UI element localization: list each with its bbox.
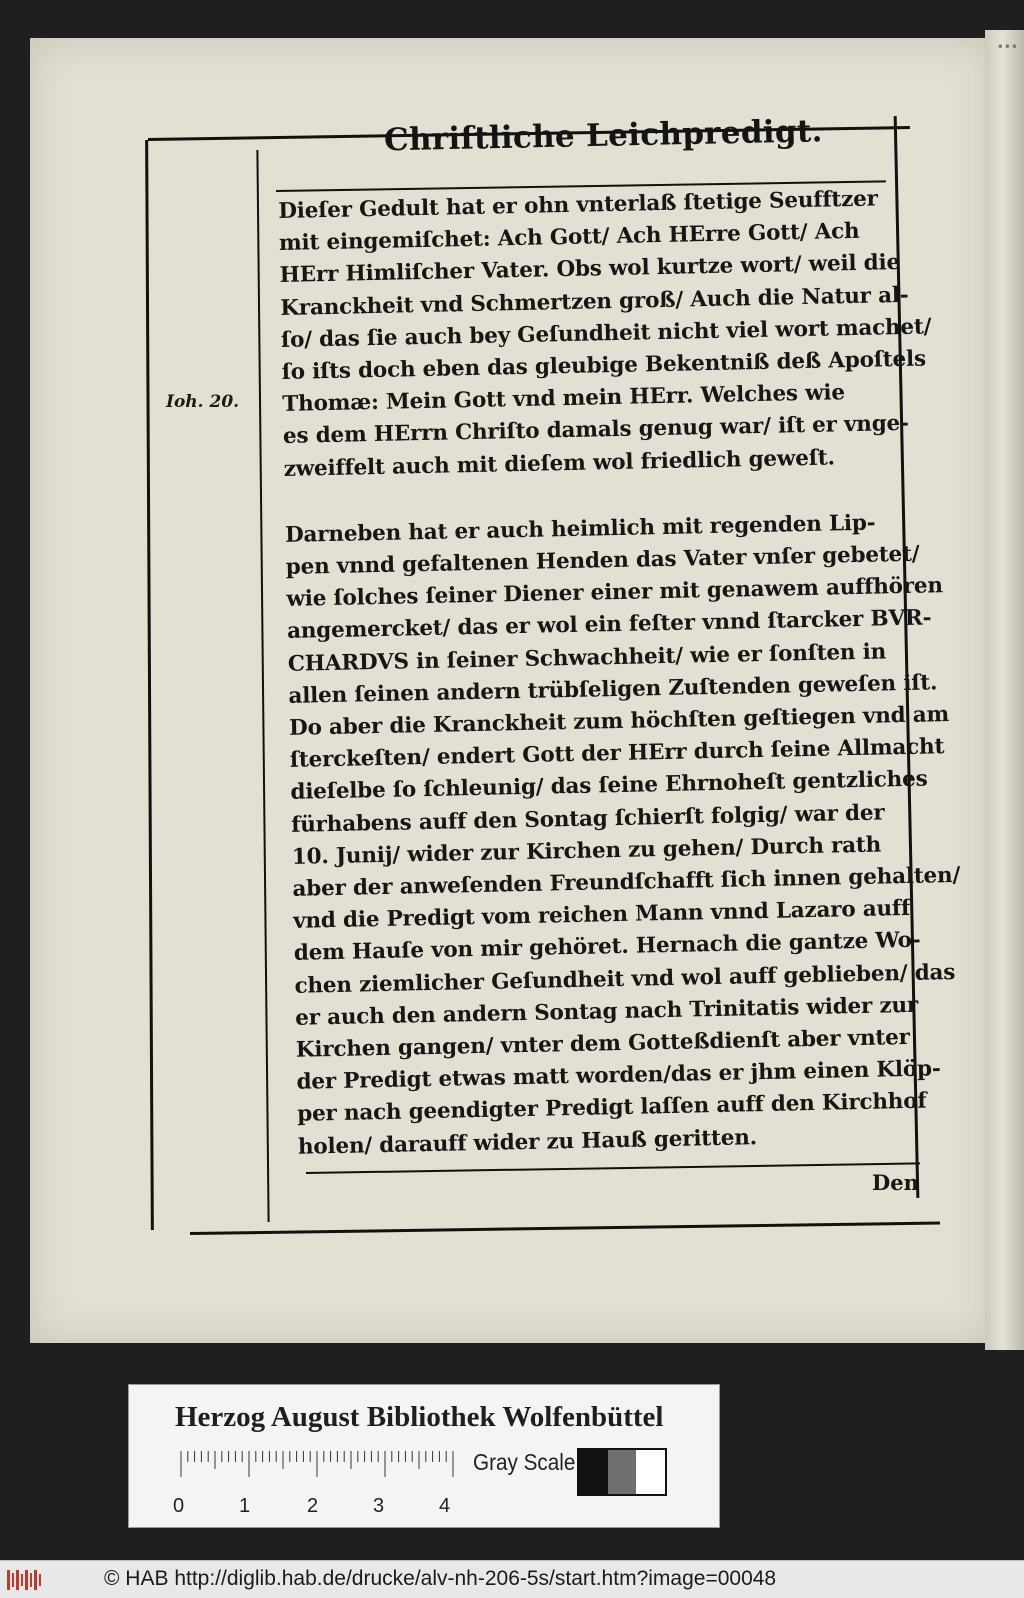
text-line: ſo iſts doch eben das gleubige Bekentniß deß Apoſtels [281,346,927,385]
text-line: ſterckeſten/ endert Gott der HErr durch ſeine Allmacht [289,734,945,774]
ruler-number: 0 [173,1495,185,1517]
text-line: 10. Junij/ wider zur Kirchen zu gehen/ Durch rath [291,832,882,870]
text-line: chen ziemlicher Geſundheit vnd wol auff geblieben/ das [294,959,956,999]
text-line: Kranckheit vnd Schmertzen groß/ Auch die Natur al- [280,282,909,321]
text-line: ſo/ das ſie auch bey Geſundheit nicht viel wort machet/ [280,314,932,353]
text-line: fürhabens auff den Sontag ſchierſt folgig/ war der [290,800,885,838]
text-line: er auch den andern Sontag nach Trinitatis wider zur [294,992,919,1031]
ruler-number: 3 [373,1495,385,1517]
text-line: aber der anweſenden Freundſchafft ſich innen gehalten/ [292,862,961,902]
text-line: CHARDVS in ſeiner Schwachheit/ wie er ſonſten in [287,639,887,677]
text-line: vnd die Predigt vom reichen Mann vnnd Lazaro auff [292,896,911,935]
swatch-black [579,1450,608,1494]
swatch-gray [608,1450,637,1494]
margin-note: Ioh. 20. [166,392,240,412]
running-title: Chriſtliche Leichpredigt. [383,113,823,159]
text-line: angemercket/ das er wol ein feſter vnnd ſtarcker BVR- [286,605,932,645]
text-line: mit eingemiſchet: Ach Gott/ Ach HErre Gott/ Ach [278,219,860,257]
ruler-number: 4 [439,1495,451,1517]
footer-bar [0,1560,1024,1598]
text-line: Kirchen gangen/ vnter dem Gotteßdienſt aber vnter [295,1025,910,1063]
ruler-number: 1 [239,1495,251,1517]
text-line: dieſelbe ſo ſchleunig/ das ſeine Ehrnoheſt gentzliches [290,766,928,806]
catchword: Den [872,1170,919,1195]
more-dots-icon: ••• [996,40,1018,54]
next-page-edge [985,30,1024,1350]
text-line: wie ſolches ſeiner Diener einer mit genawem auffhören [286,573,944,613]
hab-logo-icon [6,1568,46,1592]
body-text [278,183,961,1164]
text-line: Darneben hat er auch heimlich mit regenden Lip- [284,510,876,548]
text-line: HErr Himliſcher Vater. Obs wol kurtze wort/ weil die [279,250,901,289]
text-line: holen/ darauff wider zu Hauß geritten. [297,1124,758,1160]
text-line: allen ſeinen andern trübſeligen Zuſtenden geweſen iſt. [288,670,938,709]
ruler-scale [179,1451,465,1477]
text-line: der Predigt etwas matt worden/das er jhm einen Klöp- [296,1056,941,1096]
text-line: zweiffelt auch mit dieſem wol friedlich geweſt. [283,445,836,482]
text-line: Do aber die Kranckheit zum höchſten geſtiegen vnd am [288,702,950,741]
gray-scale-label: Gray Scale [473,1449,576,1475]
ruler-number: 2 [307,1495,319,1517]
text-line: es dem HErrn Chriſto damals genug war/ iſt er vnge- [282,411,909,450]
text-line: per nach geendigter Predigt laſſen auff den Kirchhof [296,1089,927,1128]
gray-scale-swatches [577,1448,667,1496]
swatch-white [636,1450,665,1494]
text-line: pen vnnd gefaltenen Henden das Vater vnſer gebetet/ [285,541,920,580]
copyright-url[interactable]: © HAB http://diglib.hab.de/drucke/alv-nh-206-5s/start.htm?image=00048 [104,1567,777,1590]
color-calibration-card [128,1384,720,1528]
text-line: dem Hauſe von mir gehöret. Hernach die gantze Wo- [293,928,921,967]
text-line: Thomæ: Mein Gott vnd mein HErr. Welches wie [282,380,846,418]
text-line: Dieſer Gedult hat er ohn vnterlaß ſtetige Seufftzer [278,186,878,224]
institution-name: Herzog August Bibliothek Wolfenbüttel [175,1401,664,1433]
